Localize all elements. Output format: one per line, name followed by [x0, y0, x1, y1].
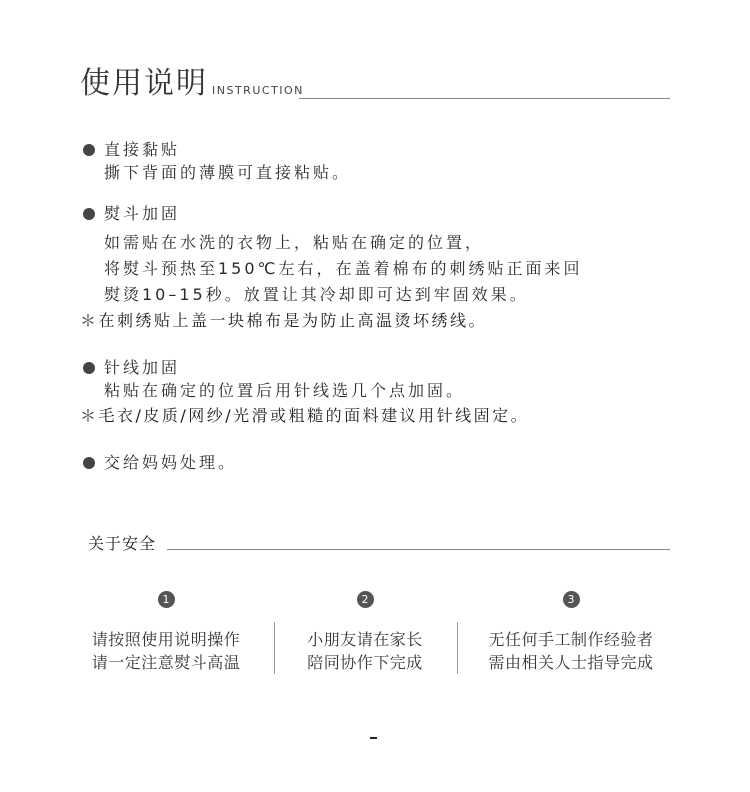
safety-line: 小朋友请在家长 — [307, 630, 423, 649]
section-title: 针线加固 — [104, 358, 181, 377]
bullet-icon — [83, 457, 95, 469]
section-direct-stick — [80, 139, 700, 185]
number-badge: 2 — [357, 591, 374, 608]
page-subtitle: INSTRUCTION — [212, 84, 304, 97]
section-text: 将熨斗预热至150℃左右，在盖着棉布的刺绣贴正面来回 — [104, 259, 583, 278]
page-title: 使用说明 — [80, 66, 208, 101]
section-text: 撕下背面的薄膜可直接粘贴。 — [104, 163, 352, 182]
safety-item-1 — [71, 588, 261, 674]
safety-item-3 — [476, 588, 666, 674]
number-badge: 3 — [563, 591, 580, 608]
section-note: ＊毛衣/皮质/网纱/光滑或粗糙的面料建议用针线固定。 — [80, 406, 530, 425]
section-text: 粘贴在确定的位置后用针线选几个点加固。 — [104, 381, 466, 400]
bullet-icon — [83, 362, 95, 374]
section-text: 如需贴在水洗的衣物上，粘贴在确定的位置， — [104, 233, 485, 252]
bullet-icon — [83, 144, 95, 156]
section-title: 熨斗加固 — [104, 204, 181, 223]
safety-header — [88, 533, 670, 555]
safety-line: 请按照使用说明操作 — [91, 630, 241, 649]
safety-rule — [167, 549, 670, 550]
section-needle-reinforce — [80, 357, 700, 429]
section-heading — [80, 452, 700, 474]
section-iron-reinforce — [80, 203, 700, 334]
section-text: 熨烫10–15秒。放置让其冷却即可达到牢固效果。 — [104, 285, 529, 304]
safety-item-text — [71, 628, 261, 674]
header-rule — [299, 98, 670, 99]
section-heading — [80, 139, 700, 161]
column-divider — [457, 622, 458, 674]
safety-line: 无任何手工制作经验者 — [488, 630, 654, 649]
bullet-icon — [83, 208, 95, 220]
safety-item-2 — [270, 588, 460, 674]
section-heading — [80, 357, 700, 379]
safety-item-text — [270, 628, 460, 674]
section-title: 交给妈妈处理。 — [104, 453, 238, 472]
safety-line: 需由相关人士指导完成 — [488, 653, 654, 672]
number-badge: 1 — [158, 591, 175, 608]
section-heading — [80, 203, 700, 225]
safety-line: 陪同协作下完成 — [307, 653, 423, 672]
safety-line: 请一定注意熨斗高温 — [91, 653, 241, 672]
safety-item-text — [476, 628, 666, 674]
section-hand-to-mom — [80, 452, 700, 474]
page-marker — [370, 737, 377, 739]
instructions-header — [80, 66, 670, 102]
section-note: ＊在刺绣贴上盖一块棉布是为防止高温烫坏绣线。 — [80, 311, 488, 330]
section-title: 直接黏贴 — [104, 140, 181, 159]
safety-title: 关于安全 — [88, 534, 157, 553]
